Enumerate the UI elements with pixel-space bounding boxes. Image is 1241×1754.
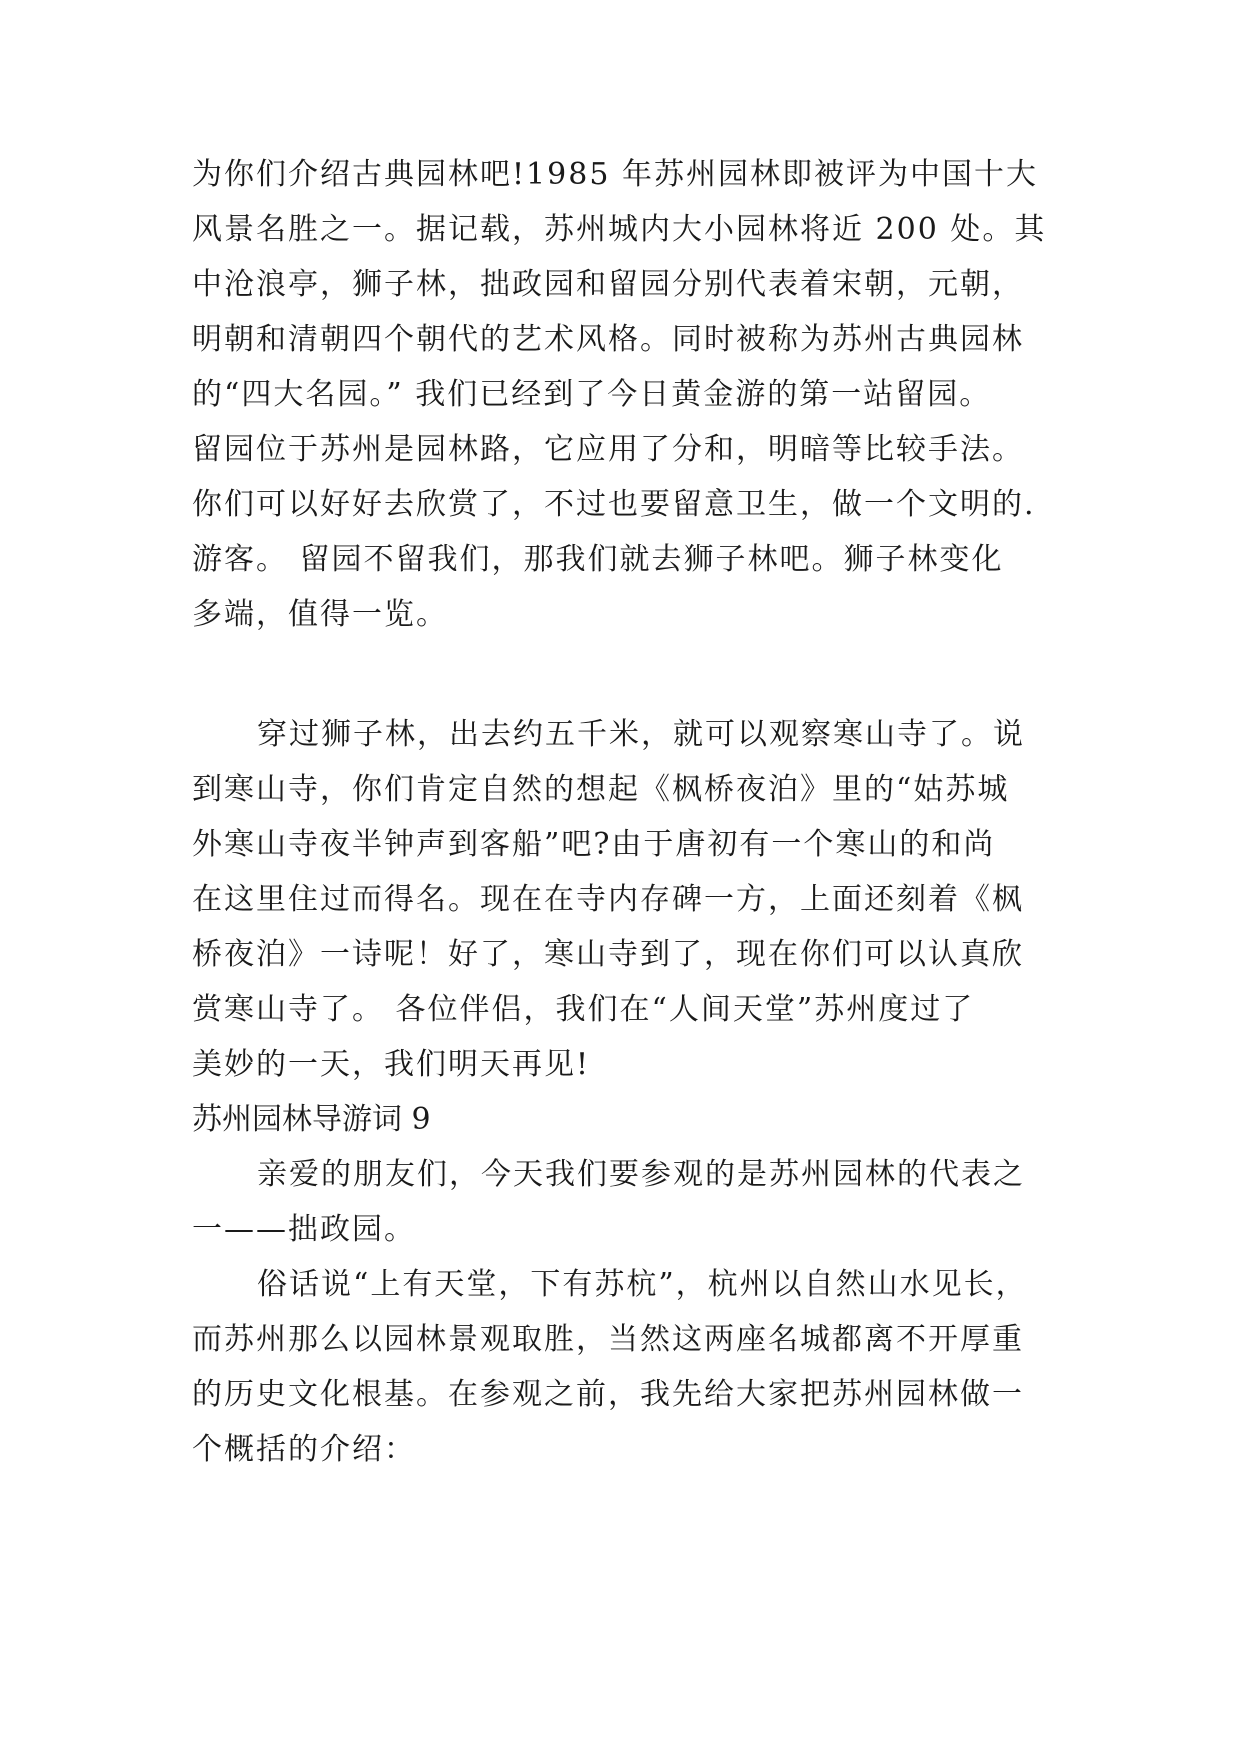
paragraph-line: 一——拙政园。	[192, 1212, 416, 1247]
paragraph-line: 而苏州那么以园林景观取胜，当然这两座名城都离不开厚重	[192, 1322, 1024, 1357]
paragraph-line: 赏寒山寺了。 各位伴侣，我们在“人间天堂”苏州度过了	[192, 992, 975, 1027]
paragraph-line: 风景名胜之一。据记载，苏州城内大小园林将近 200 处。其	[192, 212, 1047, 247]
paragraph-line: 外寒山寺夜半钟声到客船”吧?由于唐初有一个寒山的和尚	[192, 827, 996, 862]
paragraph-line: 美妙的一天，我们明天再见!	[192, 1047, 591, 1082]
paragraph-line: 桥夜泊》一诗呢！好了，寒山寺到了，现在你们可以认真欣	[192, 937, 1024, 972]
paragraph-line: 的“四大名园。” 我们已经到了今日黄金游的第一站留园。	[192, 377, 992, 412]
paragraph-line: 亲爱的朋友们，今天我们要参观的是苏州园林的代表之	[257, 1157, 1025, 1192]
paragraph-line: 明朝和清朝四个朝代的艺术风格。同时被称为苏州古典园林	[192, 322, 1024, 357]
paragraph-line: 留园位于苏州是园林路，它应用了分和，明暗等比较手法。	[192, 432, 1024, 467]
paragraph-line: 为你们介绍古典园林吧!1985 年苏州园林即被评为中国十大	[192, 157, 1038, 192]
paragraph-line: 个概括的介绍：	[192, 1432, 416, 1467]
paragraph-line: 在这里住过而得名。现在在寺内存碑一方，上面还刻着《枫	[192, 882, 1024, 917]
paragraph-line: 中沧浪亭，狮子林，拙政园和留园分别代表着宋朝，元朝，	[192, 267, 1024, 302]
paragraph-line: 的历史文化根基。在参观之前，我先给大家把苏州园林做一	[192, 1377, 1024, 1412]
section-heading: 苏州园林导游词 9	[192, 1102, 431, 1137]
paragraph-line: 游客。 留园不留我们，那我们就去狮子林吧。狮子林变化	[192, 542, 1004, 577]
paragraph-line: 穿过狮子林，出去约五千米，就可以观察寒山寺了。说	[257, 717, 1025, 752]
paragraph-line: 到寒山寺，你们肯定自然的想起《枫桥夜泊》里的“姑苏城	[192, 772, 1010, 807]
paragraph-line: 俗话说“上有天堂，下有苏杭”，杭州以自然山水见长，	[257, 1267, 1028, 1302]
paragraph-line: 你们可以好好去欣赏了，不过也要留意卫生，做一个文明的.	[192, 487, 1036, 522]
paragraph-line: 多端，值得一览。	[192, 597, 448, 632]
